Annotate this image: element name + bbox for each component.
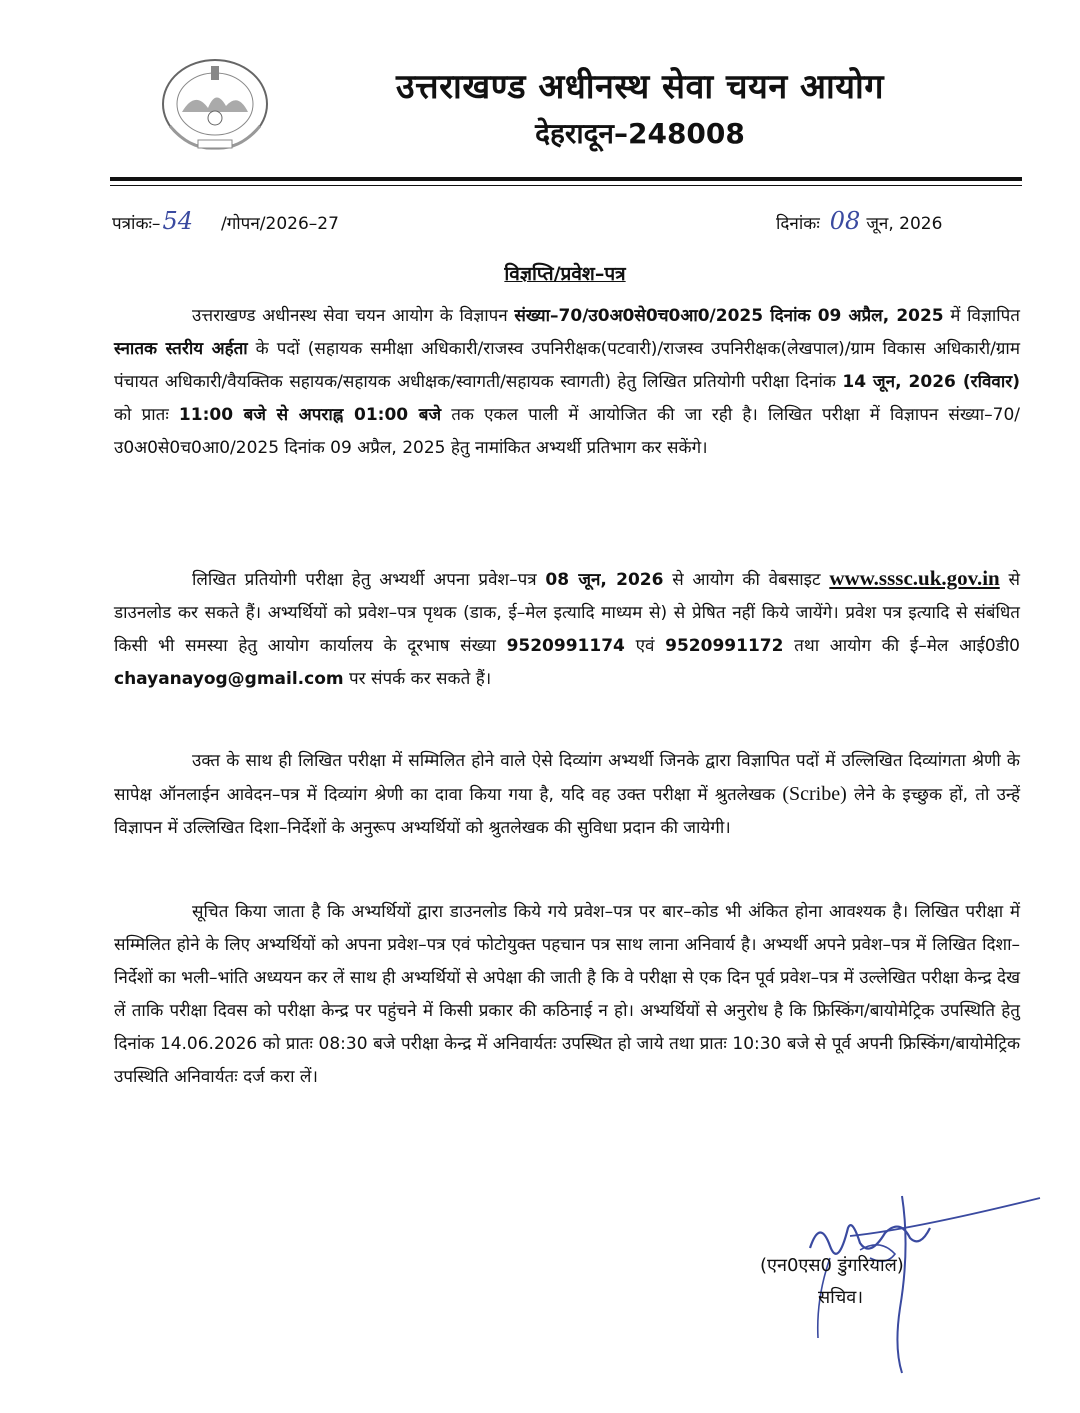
qualification-level: स्नातक स्तरीय अर्हता (114, 339, 248, 359)
reference-handwritten-number: 54 (162, 207, 193, 235)
text: के पदों (सहायक समीक्षा अधिकारी/राजस्व उपनिरीक्षक(पटवारी)/राजस्व उपनिरीक्षक(लेखपाल)/ग्राम विकास अधिकारी/ग्राम पंचायत अधिकारी/वैयक्तिक सहायक/सहायक अधीक्षक/स्वागती/सहायक स्वागती) हेतु लिखित प्रतियोगी परीक्षा दिनांक (114, 339, 1021, 392)
organization-location: देहरादून–248008 (535, 117, 745, 150)
admit-card-date: 08 जून, 2026 (545, 570, 664, 590)
website-link[interactable]: www.sssc.uk.gov.in (829, 566, 1000, 590)
organization-title: उत्तराखण्ड अधीनस्थ सेवा चयन आयोग (396, 67, 884, 107)
paragraph-admit-card-download (114, 562, 1020, 696)
date-handwritten-day: 08 (829, 207, 861, 235)
text: को प्रातः (114, 405, 179, 425)
text: में विज्ञापित (943, 306, 1020, 326)
paragraph-exam-schedule (114, 300, 1020, 465)
exam-date: 14 जून, 2026 (रविवार) (842, 372, 1020, 392)
text: एवं (624, 636, 666, 656)
header-divider-thick (110, 177, 1022, 181)
text: उक्त के साथ ही लिखित परीक्षा में सम्मिलित होने वाले ऐसे दिव्यांग अभ्यर्थी जिनके द्वारा विज्ञापित पदों में उल्लिखित दिव्यांगता श्रेणी के सापेक्ष ऑनलाईन आवेदन–पत्र में दिव्यांग श्रेणी का दावा किया गया है, यदि वह उक्त परीक्षा में श्रुतलेखक (114, 751, 1020, 805)
scribe-term: (Scribe) (782, 783, 847, 805)
contact-email: chayanayog@gmail.com (114, 669, 344, 689)
phone-number-2: 9520991172 (665, 636, 784, 656)
advertisement-number: संख्या–70/उ0अ0से0च0आ0/2025 दिनांक 09 अप्रैल, 2025 (514, 306, 944, 326)
paragraph-exam-instructions: सूचित किया जाता है कि अभ्यर्थियों द्वारा डाउनलोड किये गये प्रवेश–पत्र पर बार–कोड भी अंकित होना आवश्यक है। लिखित परीक्षा में सम्मिलित होने के लिए अभ्यर्थियों को अपना प्रवेश–पत्र एवं फोटोयुक्त पहचान पत्र साथ लाना अनिवार्य है। अभ्यर्थी अपने प्रवेश–पत्र में लिखित दिशा–निर्देशों का भली–भांति अध्ययन कर लें साथ ही अभ्यर्थियों से अपेक्षा की जाती है कि वे परीक्षा से एक दिन पूर्व प्रवेश–पत्र में उल्लेखित परीक्षा केन्द्र देख लें ताकि परीक्षा दिवस को परीक्षा केन्द्र पर पहुंचने में किसी प्रकार की कठिनाई न हो। अभ्यर्थियों से अनुरोध है कि फ्रिस्किंग/बायोमेट्रिक उपस्थिति हेतु दिनांक 14.06.2026 को प्रातः 08:30 बजे परीक्षा केन्द्र में अनिवार्यतः उपस्थित हो जाये तथा प्रातः 10:30 बजे से पूर्व अपनी फ्रिस्किंग/बायोमेट्रिक उपस्थिति अनिवार्यतः दर्ज करा लें। (114, 902, 1020, 1087)
handwritten-signature-icon (790, 1188, 1050, 1378)
text: उत्तराखण्ड अधीनस्थ सेवा चयन आयोग के विज्ञापन (192, 306, 515, 326)
phone-number-1: 9520991174 (506, 636, 625, 656)
reference-label: पत्रांकः– (112, 214, 161, 234)
reference-number (112, 207, 339, 235)
date-label: दिनांकः (776, 214, 820, 234)
text: लेने के इच्छुक हों, तो उन्हें विज्ञापन में उल्लिखित दिशा–निर्देशों के अनुरूप अभ्यर्थियों को श्रुतलेखक की सुविधा प्रदान की जायेगी। (114, 785, 1021, 838)
paragraph-scribe-facility (114, 745, 1020, 845)
text: तथा आयोग की ई–मेल आई0डी0 (783, 636, 1020, 656)
signatory-designation: सचिव। (818, 1287, 864, 1308)
text: लिखित प्रतियोगी परीक्षा हेतु अभ्यर्थी अपना प्रवेश–पत्र (192, 570, 546, 590)
letter-date (776, 207, 942, 235)
header-divider-thin (110, 185, 1022, 186)
reference-suffix: /गोपन/2026–27 (220, 214, 339, 234)
text: तक एकल पाली में आयोजित की जा रही है। लिखित परीक्षा में विज्ञापन संख्या–70/उ0अ0से0च0आ0/2025 दिनांक 09 अप्रैल, 2025 हेतु नामांकित अभ्यर्थी प्रतिभाग कर सकेंगे। (114, 405, 1020, 458)
notice-heading: विज्ञप्ति/प्रवेश–पत्र (504, 263, 626, 285)
date-month-year: जून, 2026 (866, 214, 943, 234)
text: से डाउनलोड कर सकते हैं। अभ्यर्थियों को प्रवेश–पत्र पृथक (डाक, ई–मेल इत्यादि माध्यम से) से प्रेषित नहीं किये जायेंगे। प्रवेश पत्र इत्यादि से संबंधित किसी भी समस्या हेतु आयोग कार्यालय के दूरभाष संख्या (114, 570, 1020, 656)
text: से आयोग की वेबसाइट (663, 570, 830, 590)
exam-time: 11:00 बजे से अपराह्न 01:00 बजे (178, 405, 442, 425)
text: पर संपर्क कर सकते हैं। (343, 669, 492, 689)
signatory-name: (एन0एस0 डुंगरियाल) (760, 1255, 904, 1276)
